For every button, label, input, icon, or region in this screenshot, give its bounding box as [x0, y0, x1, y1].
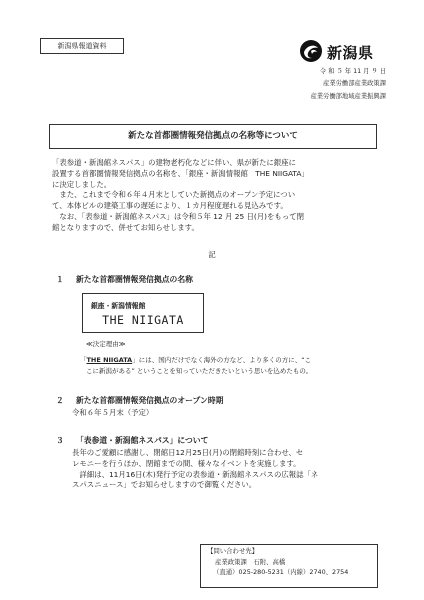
contact-names: 産業政策課 石附、高橋 — [215, 557, 286, 566]
niigata-emblem-icon — [299, 39, 323, 63]
intro-line: に決定しました。 — [52, 179, 112, 189]
section-2-heading — [56, 395, 223, 406]
department-2: 産業労働部地域産業振興課 — [310, 93, 386, 100]
section-3-number: ３ — [56, 436, 64, 445]
section-1-title: 新たな首都圏情報発信拠点の名称 — [76, 275, 193, 284]
reason-name: THE NIIGATA — [86, 356, 133, 364]
release-date: 令 和 ５ 年 11 月 ９ 日 — [319, 68, 386, 75]
section-2-title: 新たな首都圏情報発信拠点のオープン時期 — [76, 396, 224, 405]
section-1-heading — [56, 274, 193, 285]
name-box-subtitle: 銀座・新潟情報館 — [91, 302, 146, 310]
section-2-number: ２ — [56, 396, 64, 405]
intro-line: 館となりますので、併せてお知らせします。 — [52, 222, 199, 232]
department-1: 産業労働部産業政策課 — [323, 80, 386, 87]
section-3-line: レモニーを行うほか、閉館までの間、様々なイベントを実施します。 — [72, 458, 301, 468]
document-title: 新たな首都圏情報発信拠点の名称等について — [49, 124, 377, 149]
reason-line-1: 「THE NIIGATA」には、国内だけでなく海外の方など、より多くの方に、“こ — [80, 356, 312, 364]
section-3-body — [72, 448, 382, 491]
section-2-body: 令和６年５月末（予定） — [72, 408, 154, 417]
intro-line: なお、「表参道・新潟館ネスパス」は令和５年 12 月 25 日(月)をもって閉 — [52, 211, 304, 221]
reason-rest: 」には、国内だけでなく海外の方など、より多くの方に、“こ — [132, 356, 312, 364]
section-1-number: １ — [56, 275, 64, 284]
intro-line: 設置する首都圏情報発信拠点の名称を、「銀座・新潟情報館 THE NIIGATA」 — [52, 168, 309, 178]
name-box-main: THE NIIGATA — [102, 313, 184, 327]
niigata-logo — [299, 37, 389, 67]
name-box — [82, 293, 204, 333]
logo-text: 新潟県 — [327, 44, 374, 62]
section-3-line: スパスニュース」でお知らせしますので御覧ください。 — [72, 480, 257, 490]
ki-heading: 記 — [208, 250, 216, 259]
intro-paragraph — [52, 158, 376, 234]
contact-label: 【問い合わせ先】 — [207, 547, 259, 555]
section-3-heading — [56, 435, 208, 446]
intro-line: また、これまで令和６年４月末としていた新拠点のオープン予定につい — [52, 190, 296, 200]
section-3-line: 詳細は、11月16日(木)発行予定の表参道・新潟館ネスパスの広報誌「ネ — [72, 469, 319, 479]
press-release-tag: 新潟県報道資料 — [40, 38, 124, 54]
contact-box — [200, 544, 378, 588]
intro-line: 「表参道・新潟館ネスパス」の建物老朽化などに伴い、県が新たに銀座に — [52, 158, 296, 167]
intro-line: て、本体ビルの建築工事の遅延により、１カ月程度遅れる見込みです。 — [52, 201, 288, 211]
reason-label: ≪決定理由≫ — [86, 340, 126, 348]
contact-phone: （直通）025-280-5231（内線）2740、2754 — [213, 568, 349, 576]
section-3-line: 長年のご愛顧に感謝し、閉館日12月25日(月)の閉館時刻に合わせ、セ — [72, 448, 304, 457]
reason-line-2: こに新潟がある” ということを知っていただきたいという思いを込めたもの。 — [86, 367, 313, 375]
section-3-title: 「表参道・新潟館ネスパス」について — [76, 436, 209, 445]
